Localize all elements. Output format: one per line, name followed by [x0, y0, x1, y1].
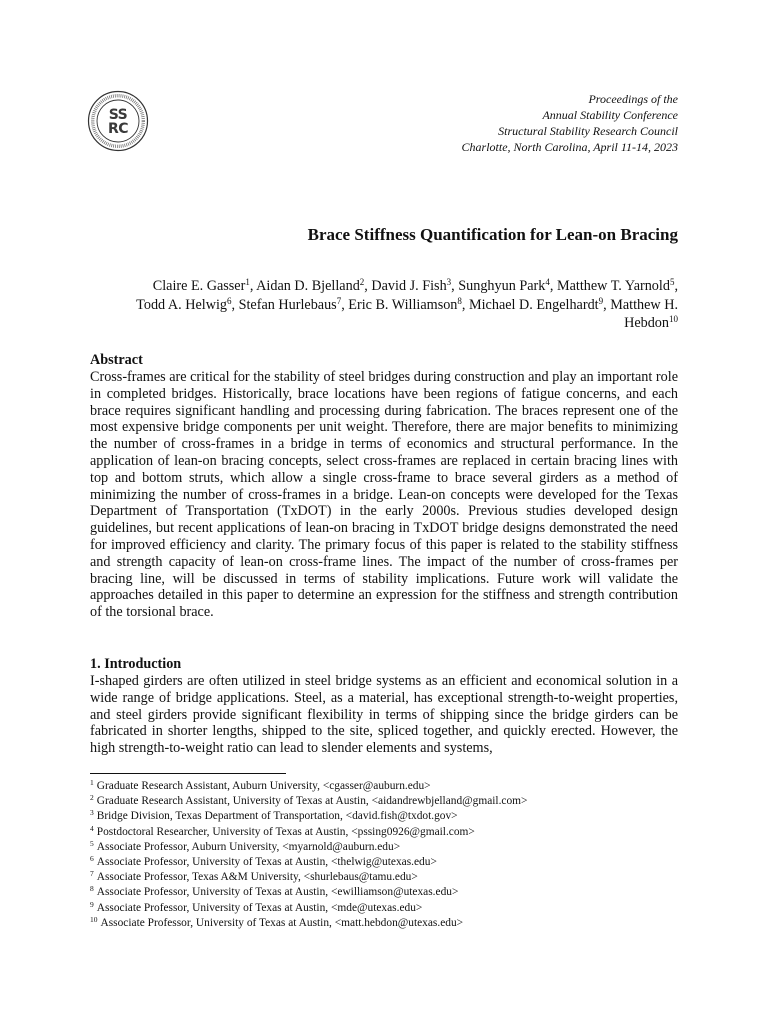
footnote-mark: 9 — [90, 899, 94, 909]
author-name: Matthew T. Yarnold — [556, 278, 670, 294]
author-name: Claire E. Gasser — [152, 278, 246, 294]
author-list — [78, 277, 678, 333]
author: Sunghyun Park$^4$, — [458, 277, 554, 294]
author: Michael D. Engelhardt$^9$, — [469, 295, 607, 313]
footnote-text: Postdoctoral Researcher, University of Texas at Austin, <pssing0926@gmail.com> — [96, 825, 475, 838]
footnote-text: Associate Professor, University of Texas at Austin, <thelwig@utexas.edu> — [96, 856, 437, 869]
footnote-mark: 7 — [90, 869, 94, 879]
footnote — [90, 840, 678, 855]
author — [624, 315, 678, 331]
author-footnote-mark: 2 — [359, 277, 365, 287]
footnote — [90, 885, 678, 900]
footnote — [90, 855, 678, 870]
introduction-section — [90, 656, 678, 757]
author: Todd A. Helwig$^6$, — [136, 295, 236, 313]
author-name: Todd A. Helwig — [136, 296, 227, 313]
proceedings-header — [462, 91, 678, 155]
abstract-section — [90, 352, 678, 621]
proceedings-line: Proceedings of the — [588, 92, 678, 106]
author-footnote-mark: 9 — [598, 295, 604, 306]
footnote-mark: 10 — [90, 914, 98, 924]
footnote-divider — [90, 773, 286, 774]
footnote — [90, 916, 678, 931]
paper-title: Brace Stiffness Quantification for Lean-on Bracing — [307, 225, 678, 244]
author-footnote-mark: 4 — [545, 277, 550, 287]
conference-location-date: Charlotte, North Carolina, April 11-14, 2023 — [461, 140, 678, 154]
author — [610, 297, 678, 313]
author-footnote-mark: 7 — [336, 295, 342, 306]
footnote-mark: 8 — [90, 884, 94, 894]
svg-text:SS: SS — [108, 107, 128, 123]
footnote — [90, 870, 678, 885]
footnote-mark: 4 — [90, 823, 94, 833]
footnote-text: Graduate Research Assistant, University of Texas at Austin, <aidandrewbjelland@gmail.com> — [96, 795, 528, 808]
author-footnote-mark: 8 — [457, 295, 462, 306]
author-name: David J. Fish — [371, 278, 447, 294]
author: Claire E. Gasser$^1$, — [152, 277, 254, 294]
footnote — [90, 779, 678, 794]
author-name: Matthew H. — [610, 296, 678, 313]
footnote-mark: 5 — [90, 838, 94, 848]
introduction-text: I-shaped girders are often utilized in steel bridge systems as an efficient and economical solution in a wide range of bridge applications. Steel, as a material, has exceptional strength-to-weight properties, and steel girders provide significant flexibility in terms of shipping since the bridge girders can be fabricated in shorter lengths, shipped to the site, spliced together, and quickly erected. However, the high strength-to-weight ratio can lead to slender elements and systems, — [90, 673, 678, 757]
ssrc-logo — [87, 90, 149, 152]
author-name: Sunghyun Park — [458, 278, 546, 294]
author-name: Hebdon — [624, 315, 669, 331]
introduction-heading: 1. Introduction — [90, 656, 182, 672]
footnote-text: Associate Professor, University of Texas at Austin, <mde@utexas.edu> — [96, 901, 423, 914]
footnote — [90, 825, 678, 840]
footnote-text: Associate Professor, University of Texas at Austin, <ewilliamson@utexas.edu> — [96, 886, 459, 899]
footnote-mark: 2 — [90, 793, 94, 803]
footnote — [90, 809, 678, 824]
council-name: Structural Stability Research Council — [498, 124, 678, 138]
author-footnote-mark: 1 — [245, 277, 250, 287]
author: Matthew T. Yarnold$^5$, — [556, 277, 678, 294]
footnote-list — [90, 779, 678, 931]
author-name: Aidan D. Bjelland — [256, 278, 360, 294]
abstract-text: Cross-frames are critical for the stability of steel bridges during construction and play an important role in completed bridges. Historically, brace locations have been regions of fatigue concerns, and each brace requires significant handling and processing during fabrication. The braces represent one of the most expensive bridge components per unit weight. Therefore, there are major benefits to minimizing the number of cross-frames in a bridge in terms of economics and structural performance. In the application of lean-on bracing concepts, select cross-frames are replaced in certain bracing lines with top and bottom struts, which allow a single cross-frame to brace several girders as a method of minimizing the number of cross-frames in a bridge. Lean-on concepts were developed for the Texas Department of Transportation (TxDOT) in the early 2000s. Previous studies developed design guidelines, but recent applications of lean-on bracing in TxDOT bridge designs demonstrated the need for improved efficiency and clarity. The primary focus of this paper is related to the stability stiffness and strength capacity of lean-on cross-frame lines. The impact of the number of cross-frames per bracing line, will be discussed in terms of stability implications. Future work will validate the approaches detailed in this paper to determine an expression for the stiffness and strength contribution of the torsional brace. — [90, 369, 678, 621]
author: David J. Fish$^3$, — [371, 277, 455, 294]
footnote-text: Associate Professor, University of Texas at Austin, <matt.hebdon@utexas.edu> — [100, 916, 464, 929]
author-name: Michael D. Engelhardt — [469, 296, 599, 313]
author-footnote-mark: 5 — [669, 277, 675, 287]
author-footnote-mark: 6 — [227, 295, 232, 306]
footnote — [90, 901, 678, 916]
conference-name: Annual Stability Conference — [542, 108, 678, 122]
footnote-mark: 6 — [90, 854, 94, 864]
footnote-mark: 1 — [90, 778, 94, 787]
author: Aidan D. Bjelland$^2$, — [256, 277, 368, 294]
author: Eric B. Williamson$^8$, — [348, 295, 466, 313]
author-footnote-mark: 3 — [446, 277, 452, 287]
footnote — [90, 794, 678, 809]
footnote-text: Graduate Research Assistant, Auburn University, <cgasser@auburn.edu> — [96, 780, 431, 792]
footnote-text: Associate Professor, Auburn University, <myarnold@auburn.edu> — [96, 840, 401, 853]
abstract-heading: Abstract — [90, 352, 143, 368]
author-footnote-mark: 10 — [669, 314, 678, 324]
svg-text:RC: RC — [107, 121, 129, 137]
author: Stefan Hurlebaus$^7$, — [238, 295, 345, 313]
footnote-text: Associate Professor, Texas A&M University, <shurlebaus@tamu.edu> — [96, 871, 418, 884]
footnote-text: Bridge Division, Texas Department of Transportation, <david.fish@txdot.gov> — [96, 810, 458, 823]
author-name: Stefan Hurlebaus — [238, 296, 337, 313]
author-name: Eric B. Williamson — [348, 296, 458, 313]
footnote-mark: 3 — [90, 808, 94, 818]
